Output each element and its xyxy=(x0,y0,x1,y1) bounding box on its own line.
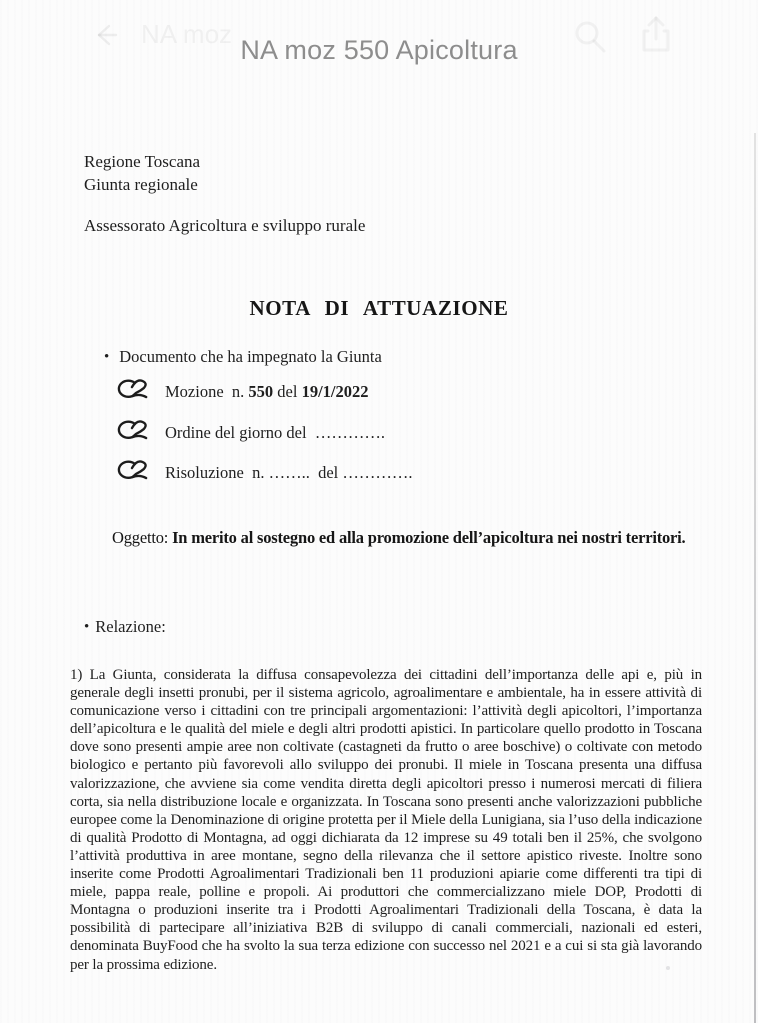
cr-monogram-icon xyxy=(113,376,149,407)
intro-bullet-line xyxy=(104,347,382,367)
subject-line: Oggetto: In merito al sostegno ed alla promozione dell’apicoltura nei nostri territori. xyxy=(112,528,686,547)
list-item-text: Ordine del giorno del …………. xyxy=(165,422,385,442)
sender-line: Giunta regionale xyxy=(84,175,198,194)
list-item-text: Risoluzione n. …….. del …………. xyxy=(165,462,413,482)
page-title: NA moz 550 Apicoltura xyxy=(240,35,518,66)
cr-monogram-icon xyxy=(113,417,149,448)
sender-line: Regione Toscana xyxy=(84,152,201,171)
intro-text: Documento che ha impegnato la Giunta xyxy=(119,347,382,366)
list-item-mozione xyxy=(113,376,369,407)
body-paragraph: 1) La Giunta, considerata la diffusa consapevolezza dei cittadini dell’importanza delle api e, più in generale degli insetti pronubi, per il sistema agricolo, agroalimentare e ambientale, ha in essere attività di comunicazione verso i cittadini con tre principali argomentazioni: l’attività degli apicoltori, l’importanza dell’apicoltura e le qualità del miele e degli altri prodotti apistici. In particolare quello prodotto in Toscana dove sono presenti ampie aree non coltivate (castagneti da frutto o aree boschive) o coltivate con metodo biologico e pertanto più favorevoli allo sviluppo dei pronubi. Il miele in Toscana presenta una diffusa valorizzazione, che avviene sia come vendita diretta degli apicoltori presso i numerosi mercati di filiera corta, sia nella distribuzione locale e organizzata. In Toscana sono presenti anche valorizzazioni pubbliche europee come la Denominazione di origine protetta per il Miele della Lunigiana, sia l’uso della indicazione di qualità Prodotto di Montagna, ad oggi dichiarata da 12 imprese su 49 totali ben il 25%, che svolgono l’attività produttiva in aree montane, segno della rilevanza che il settore apistico riveste. Inoltre sono inserite come Prodotti Agroalimentari Tradizionali ben 11 produzioni apiarie come differenti tra tipi di miele, pappa reale, polline e propoli. Ai produttori che commercializzano miele DOP, Prodotti di Montagna o produzioni inserite tra i Prodotti Agroalimentari Tradizionali della Toscana, è data la possibilità di partecipare all’iniziativa B2B di sviluppo di canali commerciali, nazionali ed esteri, denominata BuyFood che ha svolto la sua terza edizione con successo nel 2021 e a cui si sta già lavorando per la prossima edizione. xyxy=(70,667,702,973)
ghost-previous-title: NA moz xyxy=(141,19,233,49)
bullet-icon: • xyxy=(84,619,90,635)
department-line: Assessorato Agricoltura e sviluppo rurale xyxy=(84,216,366,235)
relazione-heading xyxy=(84,617,166,637)
relazione-label: Relazione: xyxy=(95,617,166,636)
document-title: NOTA DI ATTUAZIONE xyxy=(249,296,509,321)
list-item-text: Mozione n. 550 del 19/1/2022 xyxy=(165,381,369,401)
sender-block xyxy=(84,150,200,196)
bullet-icon: • xyxy=(104,349,110,365)
cr-monogram-icon xyxy=(113,457,149,488)
list-item-ordine xyxy=(113,417,385,448)
list-item-risoluzione xyxy=(113,457,412,488)
